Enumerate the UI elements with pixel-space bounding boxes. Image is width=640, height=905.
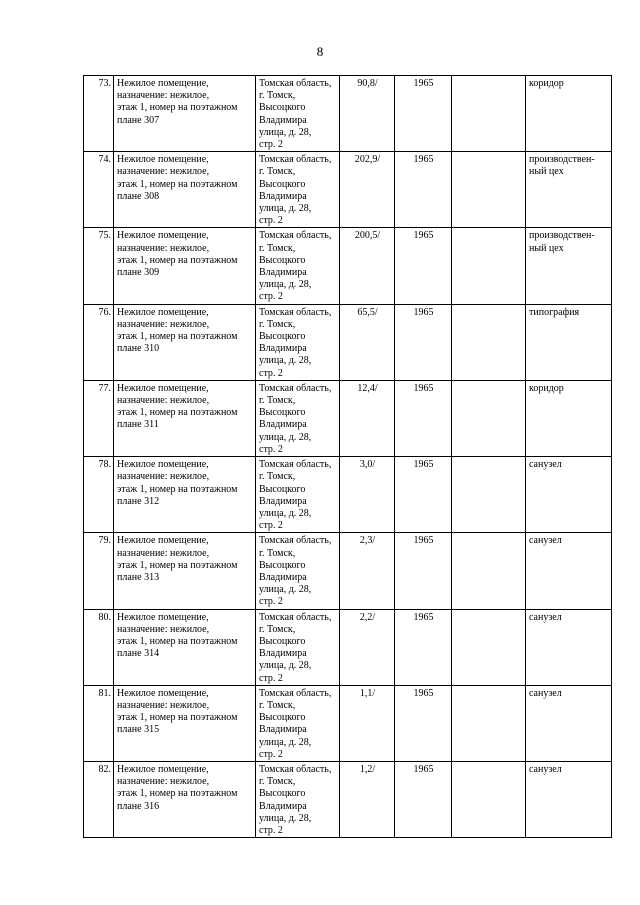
cell-area — [340, 76, 395, 152]
cell-description — [114, 152, 256, 228]
year-value: 1965 — [413, 763, 434, 775]
description-line: этаж 1, номер на поэтажном — [117, 178, 238, 190]
address-line: улица, д. 28, — [259, 660, 312, 672]
year-value: 1965 — [413, 535, 434, 547]
address-line: Высоцкого — [259, 407, 306, 419]
cell-address — [256, 228, 340, 304]
description-line: плане 312 — [117, 495, 160, 507]
cell-address — [256, 380, 340, 456]
description-line: назначение: нежилое, — [117, 623, 210, 635]
area-value: 2,2/ — [359, 611, 376, 623]
address-line: Высоцкого — [259, 102, 306, 114]
purpose-line: ный цех — [529, 242, 564, 254]
description-line: этаж 1, номер на поэтажном — [117, 331, 238, 343]
year-value: 1965 — [413, 687, 434, 699]
address-line: Владимира — [259, 724, 307, 736]
description-line: этаж 1, номер на поэтажном — [117, 559, 238, 571]
year-value: 1965 — [413, 230, 434, 242]
address-line: стр. 2 — [259, 367, 283, 379]
year-value: 1965 — [413, 611, 434, 623]
cell-purpose — [526, 380, 612, 456]
cell-address — [256, 152, 340, 228]
cell-address — [256, 304, 340, 380]
cell-year — [395, 685, 452, 761]
description-line: назначение: нежилое, — [117, 776, 210, 788]
cell-description — [114, 228, 256, 304]
cell-description — [114, 761, 256, 837]
area-value: 1,2/ — [359, 763, 376, 775]
address-line: Томская область, — [259, 535, 332, 547]
cell-empty — [452, 76, 526, 152]
address-line: стр. 2 — [259, 215, 283, 227]
address-line: улица, д. 28, — [259, 203, 312, 215]
area-value: 3,0/ — [359, 459, 376, 471]
purpose-line: ный цех — [529, 166, 564, 178]
cell-purpose — [526, 609, 612, 685]
purpose-line: коридор — [529, 78, 564, 89]
address-line: Владимира — [259, 495, 307, 507]
address-line: г. Томск, — [259, 166, 296, 178]
cell-address — [256, 457, 340, 533]
registry-table-body — [84, 76, 612, 838]
address-line: стр. 2 — [259, 672, 283, 684]
description-line: Нежилое помещение, — [117, 687, 209, 699]
address-line: Высоцкого — [259, 178, 306, 190]
cell-empty — [452, 304, 526, 380]
cell-number — [84, 685, 114, 761]
property-registry-table — [83, 75, 612, 838]
purpose-line: санузел — [529, 763, 562, 775]
table-row — [84, 304, 612, 380]
address-line: стр. 2 — [259, 520, 283, 532]
address-line: стр. 2 — [259, 291, 283, 303]
address-line: стр. 2 — [259, 596, 283, 608]
description-line: плане 311 — [117, 419, 159, 431]
address-line: стр. 2 — [259, 748, 283, 760]
address-line: стр. 2 — [259, 824, 283, 836]
purpose-line: типография — [529, 306, 580, 318]
address-line: Высоцкого — [259, 559, 306, 571]
table-row — [84, 380, 612, 456]
address-line: Высоцкого — [259, 712, 306, 724]
table-row — [84, 609, 612, 685]
purpose-line: санузел — [529, 611, 562, 623]
description-line: плане 313 — [117, 571, 160, 583]
cell-description — [114, 304, 256, 380]
area-value: 2,3/ — [359, 535, 376, 547]
description-line: назначение: нежилое, — [117, 471, 210, 483]
cell-description — [114, 609, 256, 685]
cell-address — [256, 609, 340, 685]
row-number: 76. — [98, 306, 111, 318]
area-value: 90,8/ — [357, 78, 378, 89]
address-line: Владимира — [259, 648, 307, 660]
address-line: г. Томск, — [259, 699, 296, 711]
description-line: этаж 1, номер на поэтажном — [117, 407, 238, 419]
cell-year — [395, 304, 452, 380]
description-line: Нежилое помещение, — [117, 763, 209, 775]
cell-empty — [452, 457, 526, 533]
description-line: назначение: нежилое, — [117, 166, 210, 178]
cell-empty — [452, 228, 526, 304]
cell-number — [84, 380, 114, 456]
cell-year — [395, 76, 452, 152]
cell-year — [395, 228, 452, 304]
address-line: улица, д. 28, — [259, 812, 312, 824]
year-value: 1965 — [413, 78, 434, 89]
description-line: этаж 1, номер на поэтажном — [117, 254, 238, 266]
description-line: Нежилое помещение, — [117, 230, 209, 242]
description-line: плане 310 — [117, 343, 160, 355]
cell-year — [395, 380, 452, 456]
address-line: улица, д. 28, — [259, 355, 312, 367]
address-line: Томская область, — [259, 306, 332, 318]
purpose-line: коридор — [529, 382, 564, 394]
area-value: 12,4/ — [357, 382, 378, 394]
address-line: г. Томск, — [259, 318, 296, 330]
year-value: 1965 — [413, 382, 434, 394]
cell-area — [340, 457, 395, 533]
description-line: этаж 1, номер на поэтажном — [117, 635, 238, 647]
description-line: плане 308 — [117, 190, 160, 202]
description-line: Нежилое помещение, — [117, 306, 209, 318]
address-line: Высоцкого — [259, 254, 306, 266]
table-row — [84, 685, 612, 761]
description-line: плане 309 — [117, 267, 160, 279]
description-line: назначение: нежилое, — [117, 318, 210, 330]
cell-year — [395, 457, 452, 533]
cell-description — [114, 76, 256, 152]
table-row — [84, 152, 612, 228]
year-value: 1965 — [413, 306, 434, 318]
address-line: Владимира — [259, 267, 307, 279]
cell-purpose — [526, 228, 612, 304]
address-line: улица, д. 28, — [259, 431, 312, 443]
address-line: Томская область, — [259, 687, 332, 699]
cell-description — [114, 685, 256, 761]
cell-purpose — [526, 304, 612, 380]
cell-description — [114, 533, 256, 609]
address-line: Томская область, — [259, 763, 332, 775]
address-line: улица, д. 28, — [259, 126, 312, 138]
description-line: плане 307 — [117, 114, 160, 126]
cell-area — [340, 533, 395, 609]
address-line: стр. 2 — [259, 443, 283, 455]
description-line: этаж 1, номер на поэтажном — [117, 483, 238, 495]
cell-number — [84, 304, 114, 380]
cell-area — [340, 228, 395, 304]
address-line: Владимира — [259, 800, 307, 812]
row-number: 73. — [98, 78, 111, 89]
area-value: 202,9/ — [354, 154, 381, 166]
page-number: 8 — [316, 44, 324, 59]
cell-address — [256, 76, 340, 152]
row-number: 77. — [98, 382, 111, 394]
cell-description — [114, 457, 256, 533]
address-line: Владимира — [259, 419, 307, 431]
purpose-line: санузел — [529, 687, 562, 699]
cell-area — [340, 152, 395, 228]
cell-area — [340, 304, 395, 380]
cell-empty — [452, 152, 526, 228]
cell-address — [256, 533, 340, 609]
row-number: 79. — [98, 535, 111, 547]
address-line: Владимира — [259, 343, 307, 355]
address-line: Высоцкого — [259, 788, 306, 800]
cell-number — [84, 228, 114, 304]
description-line: назначение: нежилое, — [117, 699, 210, 711]
address-line: г. Томск, — [259, 623, 296, 635]
cell-empty — [452, 685, 526, 761]
description-line: назначение: нежилое, — [117, 395, 210, 407]
row-number: 78. — [98, 459, 111, 471]
table-row — [84, 533, 612, 609]
description-line: назначение: нежилое, — [117, 90, 210, 102]
address-line: Томская область, — [259, 230, 332, 242]
description-line: назначение: нежилое, — [117, 242, 210, 254]
cell-year — [395, 609, 452, 685]
address-line: Высоцкого — [259, 483, 306, 495]
address-line: г. Томск, — [259, 547, 296, 559]
address-line: Владимира — [259, 190, 307, 202]
description-line: плане 314 — [117, 648, 160, 660]
cell-area — [340, 761, 395, 837]
address-line: стр. 2 — [259, 139, 283, 151]
cell-number — [84, 76, 114, 152]
area-value: 65,5/ — [357, 306, 378, 318]
description-line: Нежилое помещение, — [117, 78, 209, 89]
address-line: Томская область, — [259, 78, 332, 89]
cell-year — [395, 152, 452, 228]
description-line: Нежилое помещение, — [117, 382, 209, 394]
cell-purpose — [526, 761, 612, 837]
cell-empty — [452, 533, 526, 609]
row-number: 81. — [98, 687, 111, 699]
address-line: г. Томск, — [259, 471, 296, 483]
area-value: 200,5/ — [354, 230, 381, 242]
cell-number — [84, 152, 114, 228]
address-line: Томская область, — [259, 611, 332, 623]
address-line: г. Томск, — [259, 90, 296, 102]
description-line: назначение: нежилое, — [117, 547, 210, 559]
cell-year — [395, 533, 452, 609]
cell-area — [340, 685, 395, 761]
description-line: плане 315 — [117, 724, 160, 736]
address-line: улица, д. 28, — [259, 279, 312, 291]
address-line: Высоцкого — [259, 635, 306, 647]
cell-year — [395, 761, 452, 837]
address-line: Высоцкого — [259, 331, 306, 343]
description-line: Нежилое помещение, — [117, 459, 209, 471]
cell-description — [114, 380, 256, 456]
purpose-line: производствен- — [529, 230, 595, 242]
row-number: 80. — [98, 611, 111, 623]
table-row — [84, 228, 612, 304]
purpose-line: производствен- — [529, 154, 595, 166]
cell-address — [256, 685, 340, 761]
address-line: улица, д. 28, — [259, 584, 312, 596]
year-value: 1965 — [413, 459, 434, 471]
cell-area — [340, 380, 395, 456]
cell-empty — [452, 380, 526, 456]
purpose-line: санузел — [529, 535, 562, 547]
cell-purpose — [526, 457, 612, 533]
description-line: Нежилое помещение, — [117, 535, 209, 547]
cell-purpose — [526, 152, 612, 228]
table-row — [84, 457, 612, 533]
address-line: г. Томск, — [259, 242, 296, 254]
row-number: 82. — [98, 763, 111, 775]
cell-address — [256, 761, 340, 837]
cell-number — [84, 533, 114, 609]
cell-number — [84, 761, 114, 837]
address-line: Владимира — [259, 114, 307, 126]
address-line: Томская область, — [259, 154, 332, 166]
description-line: Нежилое помещение, — [117, 154, 209, 166]
description-line: Нежилое помещение, — [117, 611, 209, 623]
address-line: г. Томск, — [259, 776, 296, 788]
cell-number — [84, 609, 114, 685]
address-line: г. Томск, — [259, 395, 296, 407]
area-value: 1,1/ — [359, 687, 376, 699]
row-number: 75. — [98, 230, 111, 242]
cell-purpose — [526, 76, 612, 152]
description-line: плане 316 — [117, 800, 160, 812]
row-number: 74. — [98, 154, 111, 166]
address-line: Томская область, — [259, 382, 332, 394]
cell-number — [84, 457, 114, 533]
description-line: этаж 1, номер на поэтажном — [117, 102, 238, 114]
purpose-line: санузел — [529, 459, 562, 471]
cell-purpose — [526, 533, 612, 609]
cell-purpose — [526, 685, 612, 761]
year-value: 1965 — [413, 154, 434, 166]
address-line: Владимира — [259, 571, 307, 583]
address-line: улица, д. 28, — [259, 736, 312, 748]
cell-area — [340, 609, 395, 685]
table-row — [84, 76, 612, 152]
description-line: этаж 1, номер на поэтажном — [117, 712, 238, 724]
description-line: этаж 1, номер на поэтажном — [117, 788, 238, 800]
cell-empty — [452, 761, 526, 837]
address-line: Томская область, — [259, 459, 332, 471]
cell-empty — [452, 609, 526, 685]
address-line: улица, д. 28, — [259, 507, 312, 519]
table-row — [84, 761, 612, 837]
